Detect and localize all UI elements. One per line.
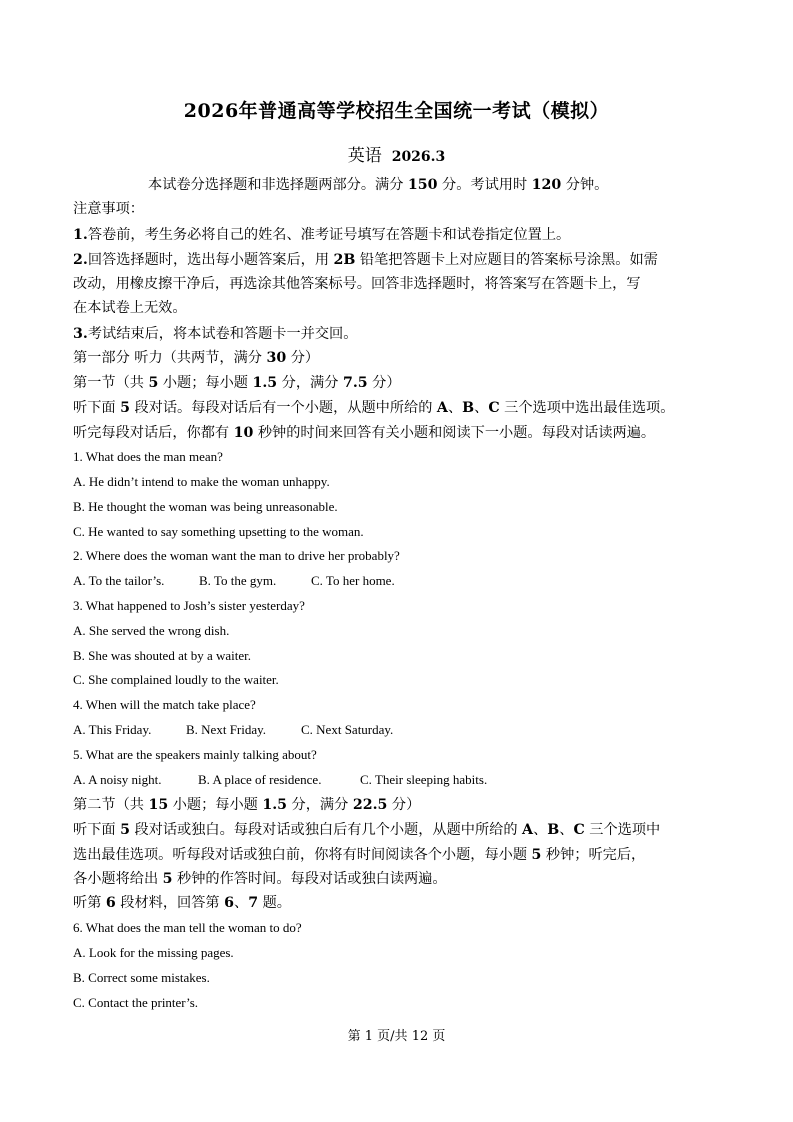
section2-instruction-1: 听下面 5 段对话或独白。每段对话或独白后有几个小题，从题中所给的 A、B、C 三个选项中 xyxy=(73,822,661,838)
page-number: 第 1 页/共 12 页 xyxy=(347,1029,446,1044)
question-3-option-b: B. She was shouted at by a waiter. xyxy=(73,648,251,663)
question-2-option-a: A. To the tailor’s. xyxy=(73,573,165,588)
question-4-stem: 4. When will the match take place? xyxy=(73,697,256,712)
exam-title: 2026年普通高等学校招生全国统一考试（模拟） xyxy=(183,100,610,122)
notice-item-2: 2.回答选择题时，选出每小题答案后，用 2B 铅笔把答题卡上对应题目的答案标号涂黑。如需 xyxy=(73,252,658,268)
question-6-stem: 6. What does the man tell the woman to do? xyxy=(73,920,302,935)
question-2-option-c: C. To her home. xyxy=(311,573,395,588)
intro-line: 本试卷分选择题和非选择题两部分。满分 150 分。考试用时 120 分钟。 xyxy=(148,177,609,193)
question-6-option-a: A. Look for the missing pages. xyxy=(73,945,234,960)
question-1-option-c: C. He wanted to say something upsetting to the woman. xyxy=(73,524,364,539)
notice-item-3: 3.考试结束后，将本试卷和答题卡一并交回。 xyxy=(73,326,358,342)
question-1-stem: 1. What does the man mean? xyxy=(73,449,223,464)
question-3-option-c: C. She complained loudly to the waiter. xyxy=(73,672,279,687)
question-5-options xyxy=(73,771,487,789)
question-2-stem: 2. Where does the woman want the man to drive her probably? xyxy=(73,548,400,563)
exam-date: 2026.3 xyxy=(391,149,446,165)
question-6-option-c: C. Contact the printer’s. xyxy=(73,995,199,1010)
subject-label: 英语 xyxy=(347,146,382,166)
question-3-option-a: A. She served the wrong dish. xyxy=(73,623,230,638)
question-5-stem: 5. What are the speakers mainly talking about? xyxy=(73,747,317,762)
section1-instruction-2: 听完每段对话后，你都有 10 秒钟的时间来回答有关小题和阅读下一小题。每段对话读两遍。 xyxy=(73,425,656,441)
question-5-option-c: C. Their sleeping habits. xyxy=(360,772,488,787)
section2-instruction-3: 各小题将给出 5 秒钟的作答时间。每段对话或独白读两遍。 xyxy=(73,871,447,887)
exam-subtitle xyxy=(0,141,793,166)
material-6-heading: 听第 6 段材料，回答第 6、7 题。 xyxy=(73,895,291,911)
notice-item-2-end: 在本试卷上无效。 xyxy=(73,300,187,316)
question-2-options xyxy=(73,572,395,590)
question-4-option-a: A. This Friday. xyxy=(73,722,152,737)
question-4-option-b: B. Next Friday. xyxy=(186,722,267,737)
question-5-option-b: B. A place of residence. xyxy=(198,772,322,787)
part1-heading: 第一部分 听力（共两节，满分 30 分） xyxy=(73,350,320,366)
question-4-options xyxy=(73,721,393,739)
question-3-stem: 3. What happened to Josh’s sister yesterday? xyxy=(73,598,305,613)
notice-item-1: 1.答卷前，考生务必将自己的姓名、准考证号填写在答题卡和试卷指定位置上。 xyxy=(73,227,571,243)
question-4-option-c: C. Next Saturday. xyxy=(301,722,394,737)
notice-item-2-cont: 改动，用橡皮擦干净后，再选涂其他答案标号。回答非选择题时，将答案写在答题卡上，写 xyxy=(73,276,641,292)
question-2-option-b: B. To the gym. xyxy=(199,573,277,588)
section2-instruction-2: 选出最佳选项。听每段对话或独白前，你将有时间阅读各个小题，每小题 5 秒钟；听完后， xyxy=(73,847,646,863)
question-1-option-a: A. He didn’t intend to make the woman unhappy. xyxy=(73,474,330,489)
question-1-option-b: B. He thought the woman was being unreasonable. xyxy=(73,499,338,514)
section1-heading: 第一节（共 5 小题；每小题 1.5 分，满分 7.5 分） xyxy=(73,375,401,391)
section1-instruction-1: 听下面 5 段对话。每段对话后有一个小题，从题中所给的 A、B、C 三个选项中选出最佳选项。 xyxy=(73,400,675,416)
question-5-option-a: A. A noisy night. xyxy=(73,772,162,787)
notice-heading: 注意事项： xyxy=(73,201,144,217)
question-6-option-b: B. Correct some mistakes. xyxy=(73,970,210,985)
section2-heading: 第二节（共 15 小题；每小题 1.5 分，满分 22.5 分） xyxy=(73,797,421,813)
